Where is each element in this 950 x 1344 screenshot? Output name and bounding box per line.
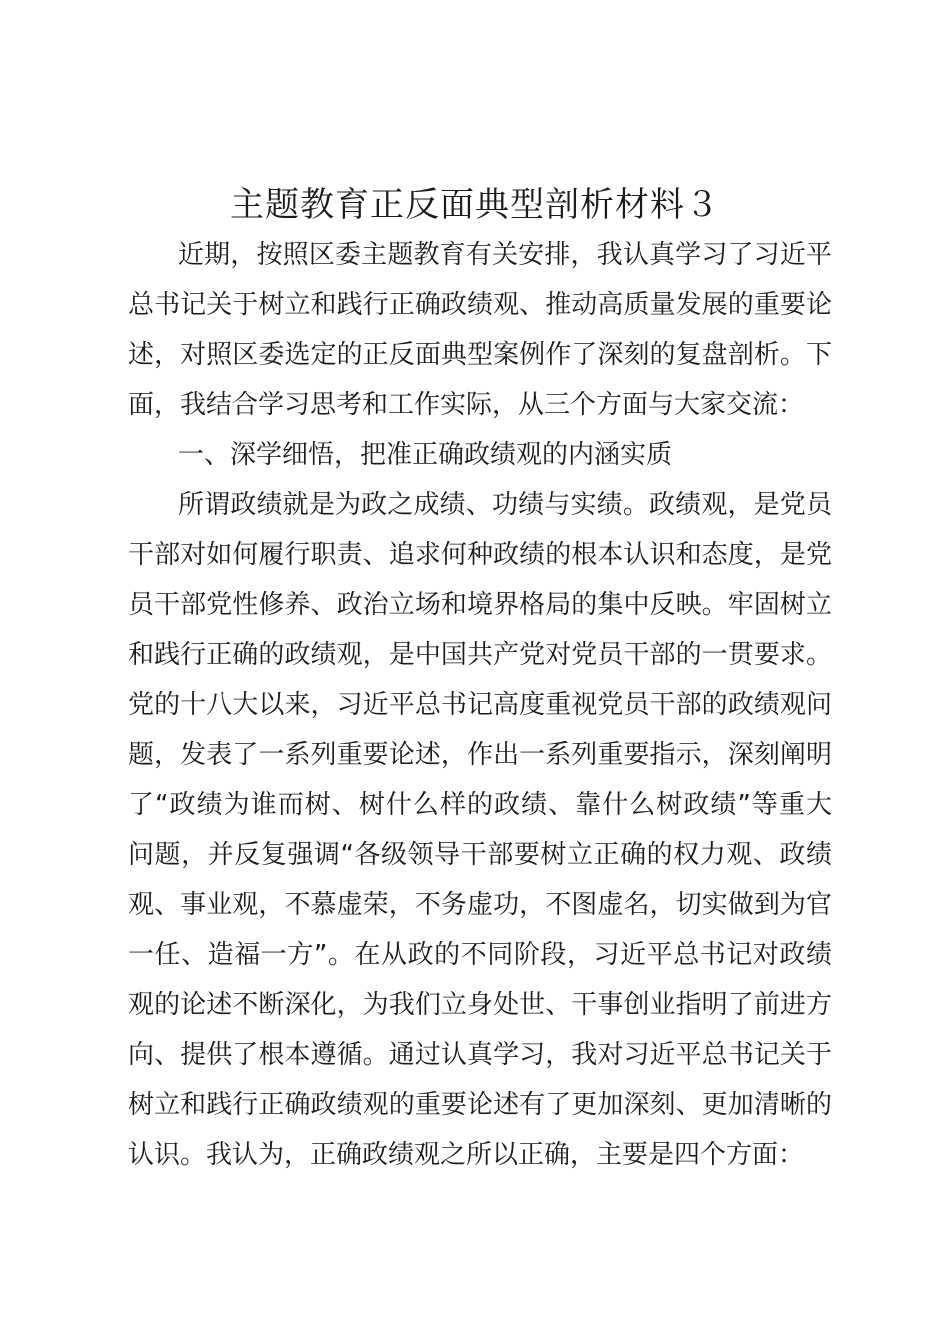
paragraph-line: 向、提供了根本遵循。通过认真学习，我对习近平总书记关于 (128, 1040, 832, 1070)
paragraph-line: 和践行正确的政绩观，是中国共产党对党员干部的一贯要求。 (128, 640, 832, 670)
paragraph-line: 近期，按照区委主题教育有关安排，我认真学习了习近平 (178, 240, 832, 270)
section-heading: 一、深学细悟，把准正确政绩观的内涵实质 (178, 440, 673, 470)
paragraph-line: 面，我结合学习思考和工作实际，从三个方面与大家交流： (128, 390, 805, 420)
paragraph-line: 总书记关于树立和践行正确政绩观、推动高质量发展的重要论 (128, 290, 832, 320)
paragraph-line: 问题，并反复强调“各级领导干部要树立正确的权力观、政绩 (128, 840, 832, 870)
paragraph-line: 树立和践行正确政绩观的重要论述有了更加深刻、更加清晰的 (128, 1090, 832, 1120)
paragraph-line: 所谓政绩就是为政之成绩、功绩与实绩。政绩观，是党员 (178, 490, 832, 520)
paragraph-line: 认识。我认为，正确政绩观之所以正确，主要是四个方面： (128, 1140, 805, 1170)
paragraph-line: 观的论述不断深化，为我们立身处世、干事创业指明了前进方 (128, 990, 832, 1020)
paragraph-line: 干部对如何履行职责、追求何种政绩的根本认识和态度，是党 (128, 540, 832, 570)
paragraph-line: 员干部党性修养、政治立场和境界格局的集中反映。牢固树立 (128, 590, 832, 620)
paragraph-line: 一任、造福一方”。在从政的不同阶段，习近平总书记对政绩 (128, 940, 832, 970)
paragraph-line: 观、事业观，不慕虚荣，不务虚功，不图虚名，切实做到为官 (128, 890, 832, 920)
paragraph-line: 述，对照区委选定的正反面典型案例作了深刻的复盘剖析。下 (128, 340, 832, 370)
paragraph-line: 党的十八大以来，习近平总书记高度重视党员干部的政绩观问 (128, 690, 832, 720)
document-title: 主题教育正反面典型剖析材料３ (230, 185, 720, 225)
paragraph-line: 了“政绩为谁而树、树什么样的政绩、靠什么树政绩”等重大 (128, 790, 832, 820)
paragraph-line: 题，发表了一系列重要论述，作出一系列重要指示，深刻阐明 (128, 740, 832, 770)
